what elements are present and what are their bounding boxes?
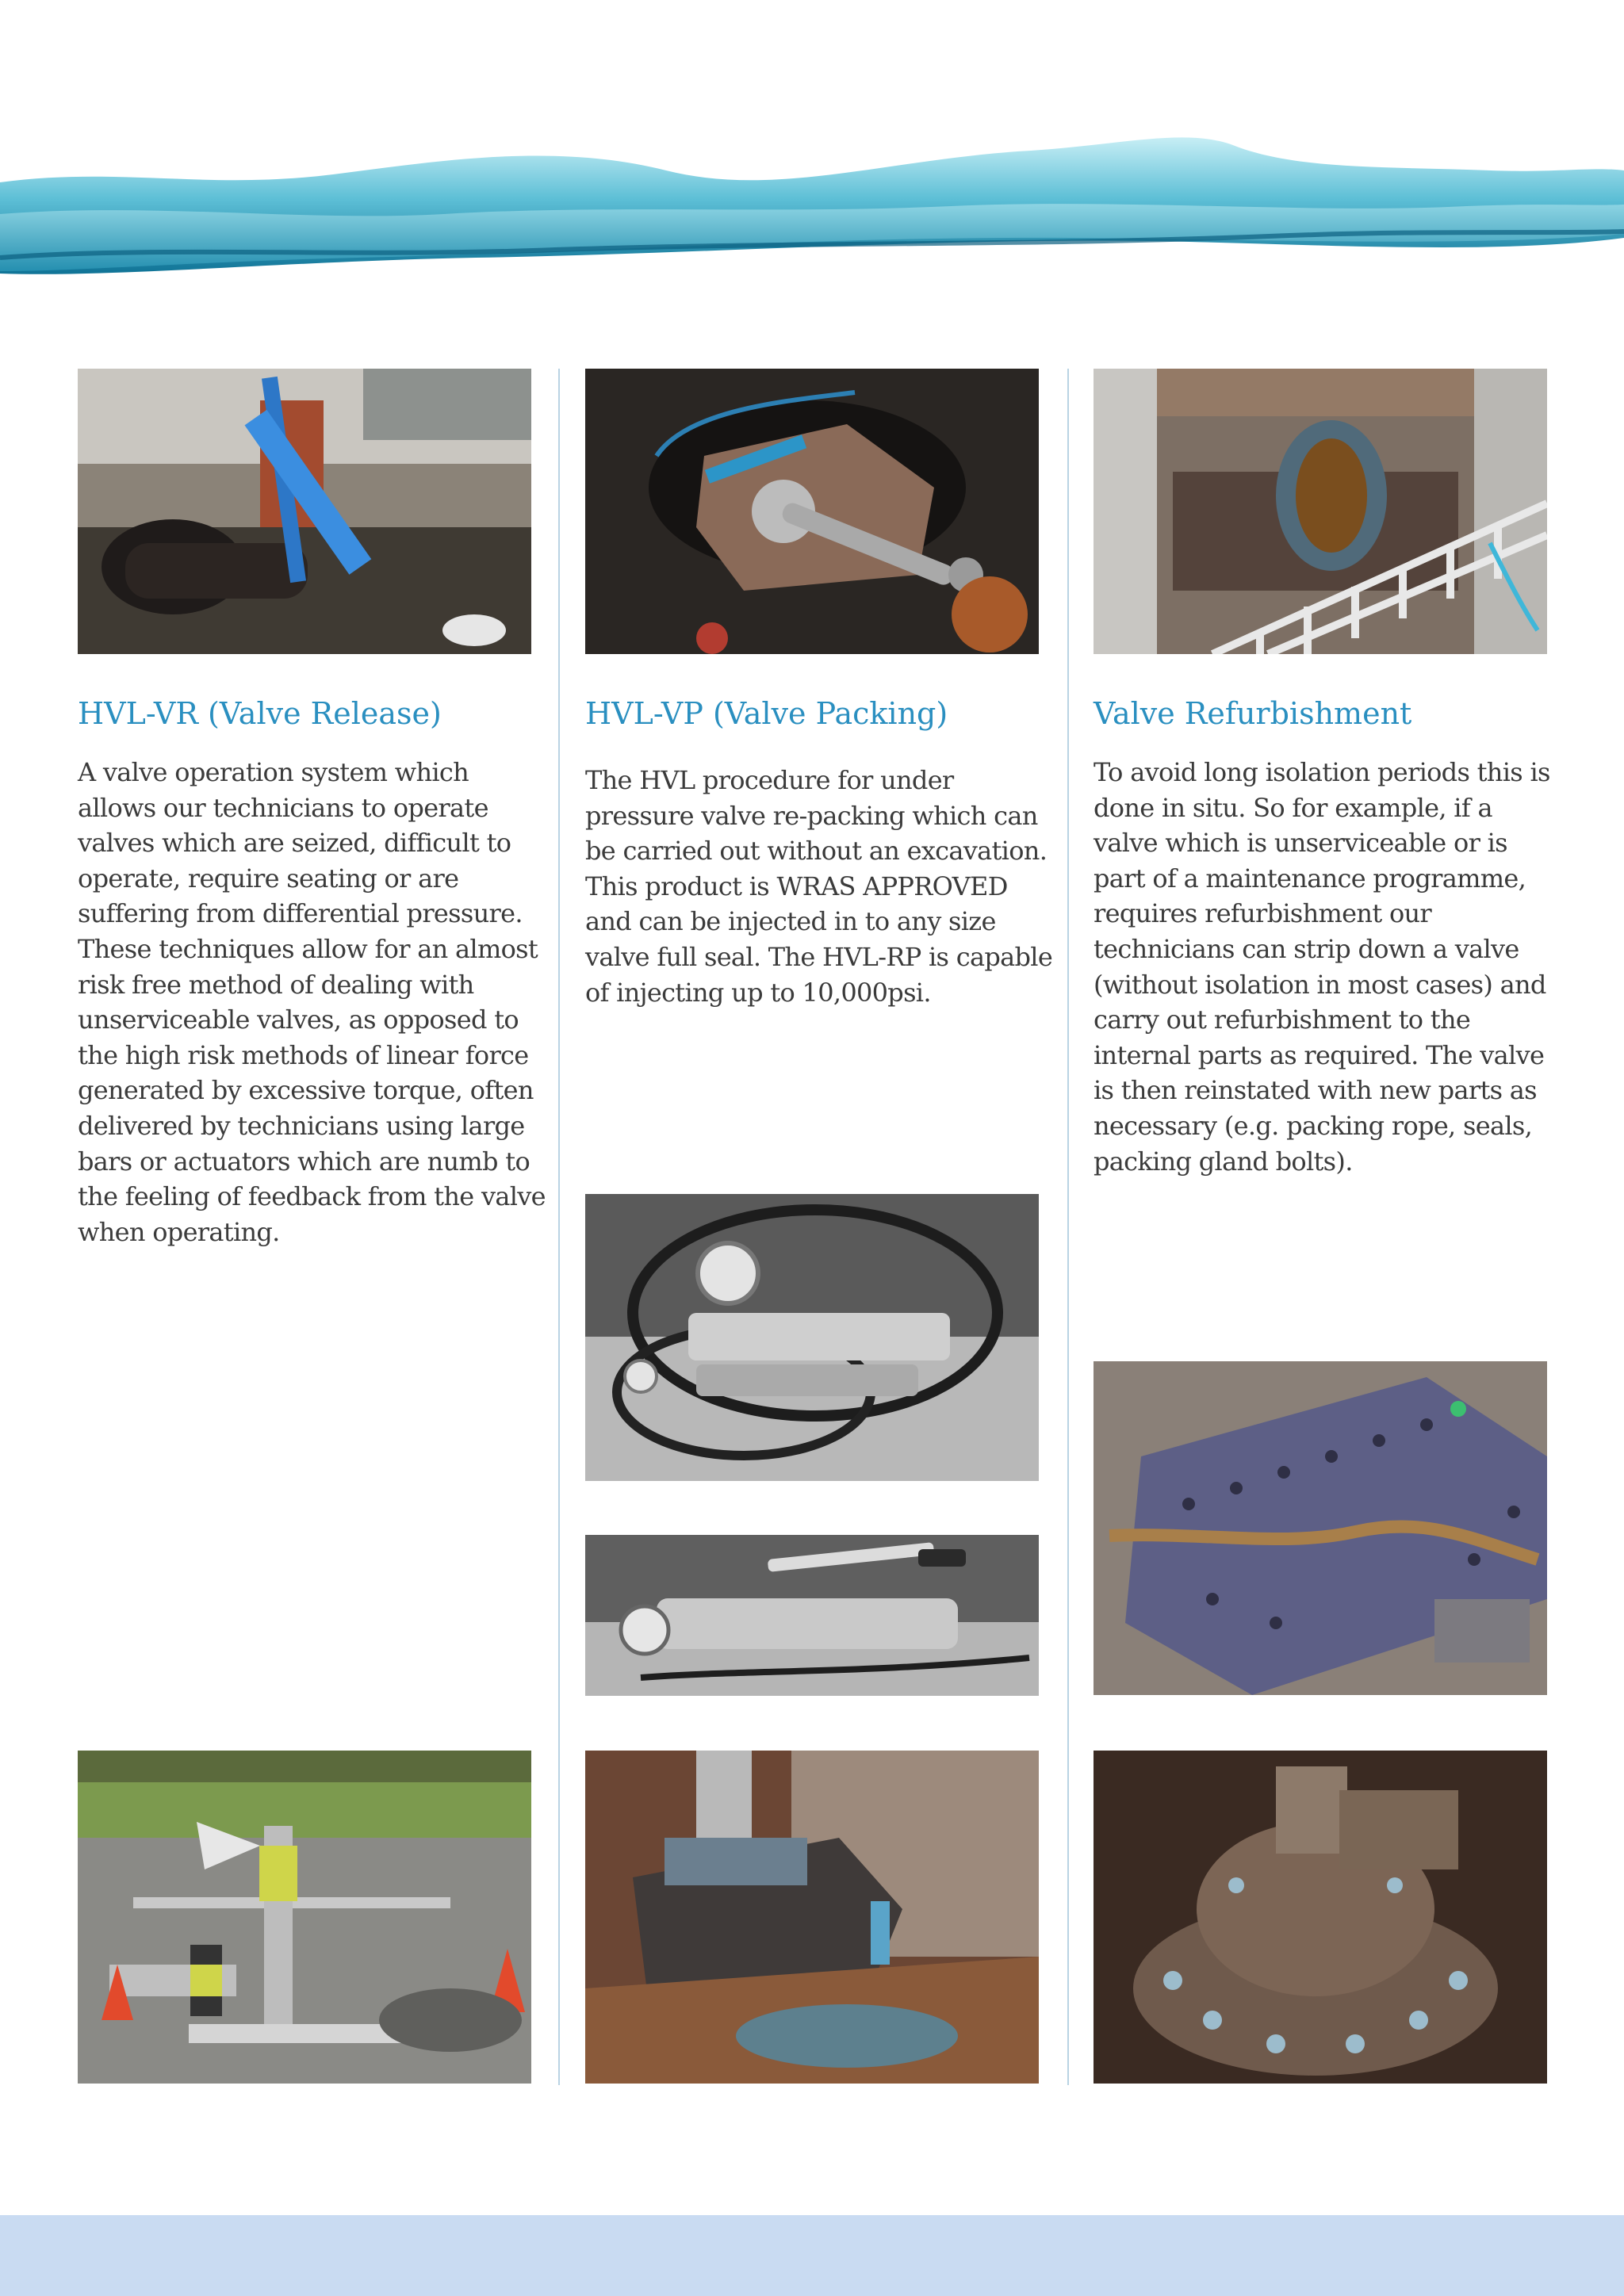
footer-band xyxy=(0,2215,1624,2296)
heading-valve-refurbishment: Valve Refurbishment xyxy=(1094,696,1412,731)
photo-packing-pump-hoses xyxy=(585,1194,1039,1481)
photo-roadside-valve-operation xyxy=(78,1751,531,2084)
column-divider-2 xyxy=(1067,369,1069,2085)
photo-hand-pump xyxy=(585,1535,1039,1696)
heading-valve-packing: HVL-VP (Valve Packing) xyxy=(585,696,948,731)
body-valve-packing: The HVL procedure for under pressure valve re-packing which can be carried out without an excavation. This product is WRAS APPROVED and can be injected in to any size valve full seal. The HVL-RP is capable of injecting up to 10,000psi. xyxy=(585,765,1053,1008)
photo-valve-chamber-ladder xyxy=(1094,369,1547,654)
header-water-wave xyxy=(0,95,1624,301)
photo-valve-before-refurbishment xyxy=(1094,1751,1547,2084)
wave-highlight xyxy=(0,204,1624,271)
body-valve-release: A valve operation system which allows our technicians to operate valves which are seized, difficult to operate, require seating or are suffering from differential pressure. These techniques allow for an almost risk free method of dealing with unserviceable valves, as opposed to the high risk methods of linear force generated by excessive torque, often delivered by technicians using large bars or actuators which are numb to the feeling of feedback from the valve when operating. xyxy=(78,757,546,1247)
photo-valve-release-tool xyxy=(78,369,531,654)
photo-refurbished-valve-plate xyxy=(1094,1361,1547,1695)
heading-valve-release: HVL-VR (Valve Release) xyxy=(78,696,442,731)
photo-valve-packing-chamber xyxy=(585,369,1039,654)
column-divider-1 xyxy=(558,369,560,2085)
photo-rusted-valve-packing xyxy=(585,1751,1039,2084)
body-valve-refurbishment: To avoid long isolation periods this is done in situ. So for example, if a valve which is unserviceable or is part of a maintenance programme, requires refurbishment our technicians can strip down a valve (without isolation in most cases) and carry out refurbishment to the internal parts as required. The valve is then reinstated with new parts as necessary (e.g. packing rope, seals, packing gland bolts). xyxy=(1094,757,1550,1177)
